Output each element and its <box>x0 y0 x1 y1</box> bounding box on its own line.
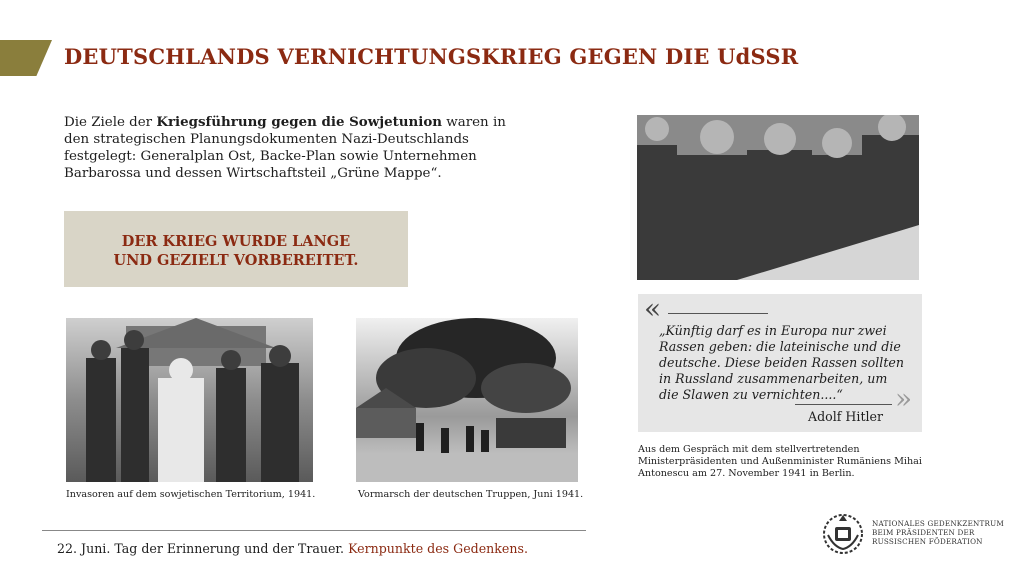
quote-author: Adolf Hitler <box>808 409 884 424</box>
photo-invaders <box>66 318 313 482</box>
logo-text <box>872 519 1004 546</box>
caption-invaders: Invasoren auf dem sowjetischen Territorium, 1941. <box>66 489 316 500</box>
quote-divider-top <box>668 313 768 314</box>
quote-text: „Künftig darf es in Europa nur zwei Rassen geben: die lateinische und die deutsche. Diese beiden Rassen sollten in Russland zusammenarbeiten, um die Slawen zu vernichten....“ <box>659 323 904 402</box>
logo-line-2: BEIM PRÄSIDENTEN DER <box>872 528 975 537</box>
callout-text <box>64 232 408 270</box>
quote-divider-bottom <box>795 404 892 405</box>
logo-line-1: NATIONALES GEDENKZENTRUM <box>872 519 1004 528</box>
intro-text-start: Die Ziele der <box>64 115 157 130</box>
footer <box>57 541 528 556</box>
photo-officers <box>637 115 919 280</box>
callout-line-1: DER KRIEG WURDE LANGE <box>121 233 351 250</box>
title-accent-bar <box>0 40 52 76</box>
footer-highlight: Kernpunkte des Gedenkens. <box>348 541 528 556</box>
intro-text-end: waren in den strategischen Planungsdokumenten Nazi-Deutschlands festgelegt: Generalplan Ost, Backe-Plan sowie Unternehmen Barbarossa und dessen Wirtschaftsteil „Grüne Mappe“. <box>64 115 506 181</box>
photo-advance <box>356 318 578 482</box>
callout-box <box>64 211 408 287</box>
photo-invaders-image <box>66 318 313 482</box>
footer-text: 22. Juni. Tag der Erinnerung und der Trauer. <box>57 541 345 556</box>
footer-divider <box>42 530 586 531</box>
intro-paragraph <box>64 114 514 182</box>
caption-advance: Vormarsch der deutschen Truppen, Juni 1941. <box>358 489 584 500</box>
quote-close-mark: » <box>895 382 913 415</box>
logo-line-3: RUSSISCHEN FÖDERATION <box>872 537 983 546</box>
page-title: DEUTSCHLANDS VERNICHTUNGSKRIEG GEGEN DIE UdSSR <box>64 44 799 69</box>
quote-source: Aus dem Gespräch mit dem stellvertretenden Ministerpräsidenten und Außenminister Rumäniens Mihai Antonescu am 27. November 1941 in Berlin. <box>638 444 922 479</box>
callout-line-2: UND GEZIELT VORBEREITET. <box>113 252 359 269</box>
intro-text-bold: Kriegsführung gegen die Sowjetunion <box>156 114 443 130</box>
quote-open-mark: « <box>644 292 662 325</box>
photo-advance-image <box>356 318 578 482</box>
photo-officers-image <box>637 115 919 280</box>
emblem-icon <box>820 511 866 559</box>
